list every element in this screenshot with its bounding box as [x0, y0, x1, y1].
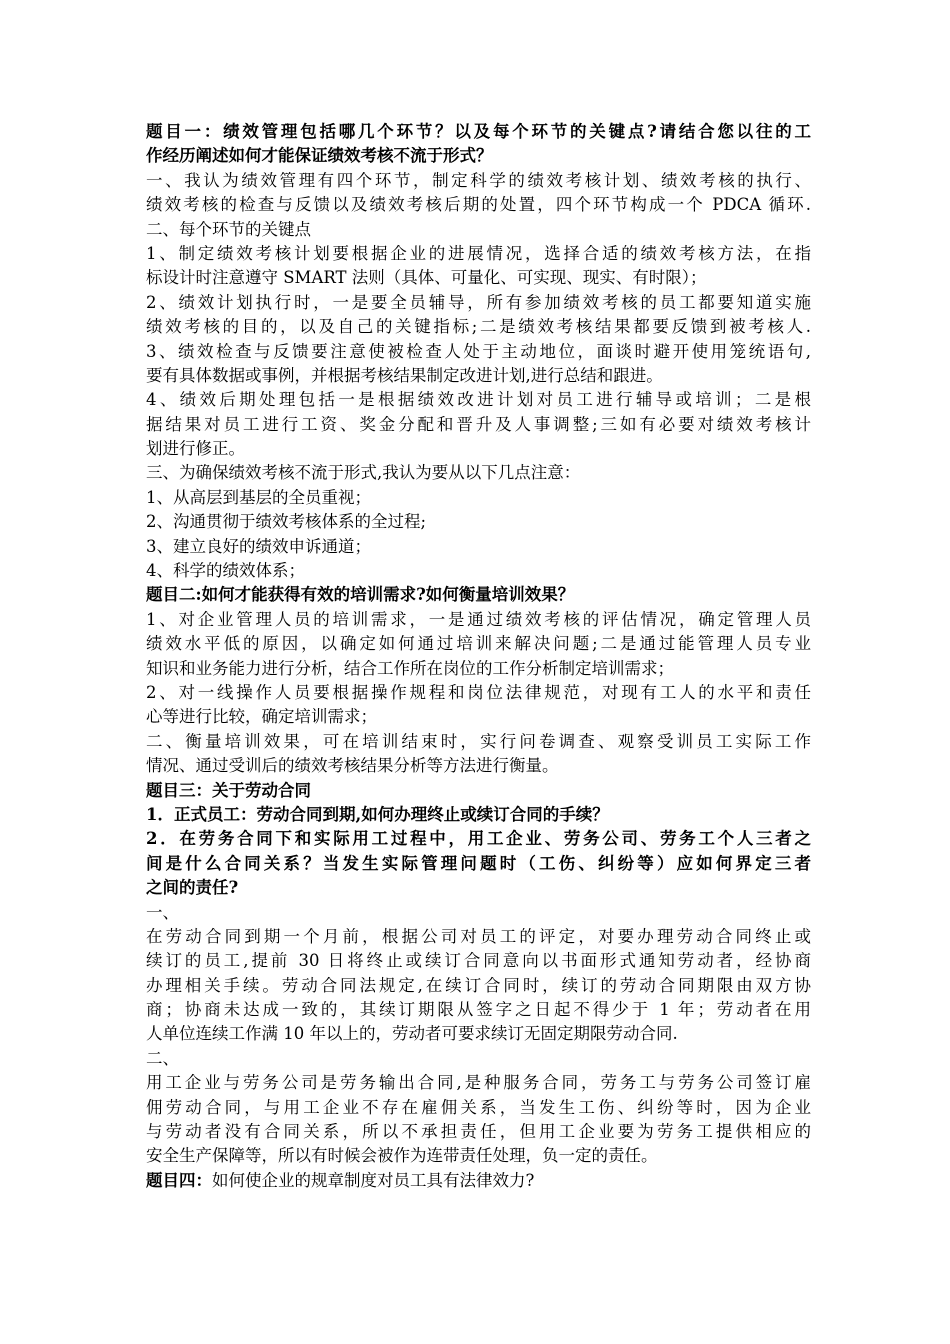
- text-line: 题目一：绩效管理包括哪几个环节？以及每个环节的关键点?请结合您以往的工: [146, 122, 811, 141]
- document-body: [146, 120, 811, 1193]
- text-line: 安全生产保障等，所以有时候会被作为连带责任处理，负一定的责任。: [146, 1146, 658, 1166]
- text-line: 1．正式员工：劳动合同到期,如何办理终止或续订合同的手续？: [146, 804, 609, 824]
- text-line: [146, 1169, 811, 1193]
- text-line: 标设计时注意遵守 SMART 法则（具体、可量化、可实现、现实、有时限）；: [146, 268, 707, 288]
- text-line: 二、: [146, 1048, 179, 1068]
- text-line: 绩效水平低的原因，以确定如何通过培训来解决问题;二是通过能管理人员专业: [146, 634, 811, 654]
- text-line: 要有具体数据或事例，并根据考核结果制定改进计划,进行总结和跟进。: [146, 365, 663, 385]
- text-line: 4、科学的绩效体系；: [146, 561, 305, 581]
- text-line: 2．在劳务合同下和实际用工过程中，用工企业、劳务公司、劳务工个人三者之: [146, 829, 811, 849]
- text-line: 间是什么合同关系？当发生实际管理问题时（工伤、纠纷等）应如何界定三者: [146, 853, 811, 873]
- text-line: 知识和业务能力进行分析，结合工作所在岗位的工作分析制定培训需求；: [146, 658, 674, 678]
- text-line: 2、对一线操作人员要根据操作规程和岗位法律规范，对现有工人的水平和责任: [146, 682, 811, 702]
- text-line: 1、制定绩效考核计划要根据企业的进展情况，选择合适的绩效考核方法，在指: [146, 243, 811, 263]
- text-line: 4、绩效后期处理包括一是根据绩效改进计划对员工进行辅导或培训；二是根: [146, 390, 811, 410]
- text-line: 题目二:如何才能获得有效的培训需求?如何衡量培训效果？: [146, 585, 575, 605]
- text-line: 据结果对员工进行工资、奖金分配和晋升及人事调整;三如有必要对绩效考核计: [146, 414, 811, 434]
- text-line: 佣劳动合同，与用工企业不存在雇佣关系，当发生工伤、纠纷等时，因为企业: [146, 1097, 811, 1117]
- text-line: 情况、通过受训后的绩效考核结果分析等方法进行衡量。: [146, 756, 559, 776]
- question-text: 如何使企业的规章制度对员工具有法律效力?: [212, 1170, 535, 1190]
- text-line: 与劳动者没有合同关系，所以不承担责任，但用工企业要为劳务工提供相应的: [146, 1122, 811, 1142]
- text-line: 2、绩效计划执行时，一是要全员辅导，所有参加绩效考核的员工都要知道实施: [146, 292, 811, 312]
- text-line: 绩效考核的目的，以及自己的关键指标;二是绩效考核结果都要反馈到被考核人.: [146, 317, 811, 337]
- text-line: 在劳动合同到期一个月前，根据公司对员工的评定，对要办理劳动合同终止或: [146, 926, 811, 946]
- text-line: 办理相关手续。劳动合同法规定,在续订合同时，续订的劳动合同期限由双方协: [146, 975, 811, 995]
- text-line: 二、每个环节的关键点: [146, 219, 311, 239]
- text-line: 1、对企业管理人员的培训需求，一是通过绩效考核的评估情况，确定管理人员: [146, 609, 811, 629]
- text-line: 人单位连续工作满 10 年以上的，劳动者可要求续订无固定期限劳动合同.: [146, 1024, 678, 1044]
- text-line: 2、沟通贯彻于绩效考核体系的全过程;: [146, 512, 427, 532]
- text-line: 二、衡量培训效果，可在培训结束时，实行问卷调查、观察受训员工实际工作: [146, 731, 811, 751]
- text-line: 绩效考核的检查与反馈以及绩效考核后期的处置，四个环节构成一个 PDCA 循环.: [146, 195, 811, 215]
- text-line: 续订的员工,提前 30 日将终止或续订合同意向以书面形式通知劳动者，经协商: [146, 951, 811, 971]
- question-label: 题目四：: [146, 1170, 212, 1190]
- text-line: 之间的责任?: [146, 878, 239, 898]
- text-line: 一、我认为绩效管理有四个环节，制定科学的绩效考核计划、绩效考核的执行、: [146, 170, 811, 190]
- text-line: 1、从高层到基层的全员重视；: [146, 487, 371, 507]
- text-line: 三、为确保绩效考核不流于形式,我认为要从以下几点注意：: [146, 463, 581, 483]
- text-line: 3、建立良好的绩效申诉通道；: [146, 536, 371, 556]
- text-line: 作经历阐述如何才能保证绩效考核不流于形式？: [146, 146, 493, 166]
- text-line: 一、: [146, 902, 179, 922]
- text-line: 题目三：关于劳动合同: [146, 780, 311, 800]
- text-line: 3、绩效检查与反馈要注意使被检查人处于主动地位，面谈时避开使用笼统语句,: [146, 341, 811, 361]
- text-line: 心等进行比较，确定培训需求；: [146, 707, 377, 727]
- text-line: 划进行修正。: [146, 439, 245, 459]
- text-line: 用工企业与劳务公司是劳务输出合同,是种服务合同，劳务工与劳务公司签订雇: [146, 1073, 811, 1093]
- text-line: 商；协商未达成一致的，其续订期限从签字之日起不得少于 1 年；劳动者在用: [146, 1000, 811, 1020]
